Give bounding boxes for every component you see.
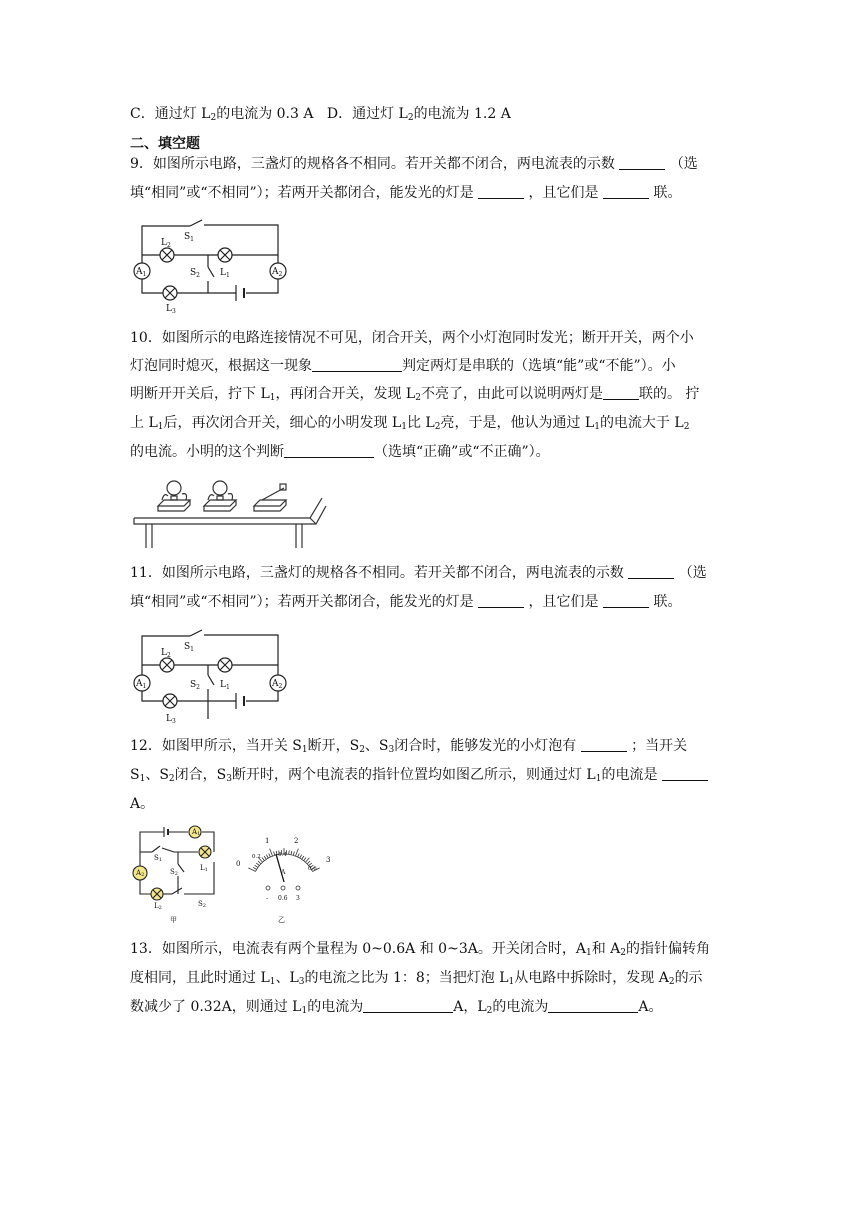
dial-tick [293, 852, 294, 856]
terminal-label: 3 [296, 895, 300, 902]
answer-blank[interactable] [363, 998, 453, 1013]
fig-label-yi: 乙 [278, 916, 285, 924]
q13-line-1: 13．如图所示，电流表有两个量程为 0~0.6A 和 0~3A。开关闭合时，$A_1$和 $A_2$的指针偏转角 [130, 941, 710, 958]
terminal-label: - [266, 895, 269, 902]
q8-options [130, 104, 511, 128]
svg-text:S2: $S_2$ [190, 268, 200, 279]
svg-text:A2: $A_2$ [272, 267, 283, 278]
dial-tick [289, 850, 290, 854]
dial-tick [258, 861, 261, 864]
svg-text:L2: L2 [154, 902, 162, 911]
circuit-diagram-q11 [128, 625, 298, 725]
dial-tick-label: 0.4 [278, 852, 287, 858]
dial-tick [274, 852, 275, 856]
svg-text:L2: $L_2$ [161, 238, 171, 249]
q12-line-3: A。 [130, 796, 155, 812]
svg-text:S2: S2 [198, 900, 206, 909]
circuit-diagram-q9 [128, 215, 298, 315]
dial-tick [304, 858, 306, 861]
dial-tick [300, 855, 302, 858]
dial-tick [255, 865, 258, 867]
answer-blank[interactable] [581, 737, 627, 752]
answer-blank[interactable] [284, 443, 374, 458]
svg-text:L1: $L_1$ [220, 268, 230, 279]
dial-tick [305, 858, 309, 862]
ammeter-needle [276, 854, 284, 882]
dial-tick [307, 861, 310, 864]
q11-line-2: 填“相同”或“不相同”）；若两开关都闭合，能发光的灯是 ，且它们是 联。 [130, 594, 682, 610]
svg-text:L2: $L_2$ [161, 648, 171, 659]
terminal-label: 0.6 [278, 895, 288, 902]
table-apparatus-figure [130, 476, 330, 552]
fig-label-jia: 甲 [170, 916, 177, 924]
answer-blank[interactable] [603, 385, 639, 400]
q10-line-1: 10．如图所示的电路连接情况不可见，闭合开关，两个小灯泡同时发光；断开开关，两个小 [130, 330, 694, 346]
svg-text:A2: $A_2$ [272, 679, 283, 690]
svg-text:S1: $S_1$ [184, 232, 194, 243]
dial-tick [269, 853, 271, 857]
q13-line-3: 数减少了 0.32A，则通过 $L_1$的电流为 A，$L_2$的电流为 A。 [130, 999, 663, 1016]
answer-blank[interactable] [548, 998, 638, 1013]
q10-line-5: 的电流。小明的这个判断 （选填“正确”或“不正确”）。 [130, 444, 550, 460]
answer-blank[interactable] [312, 357, 402, 372]
q12-line-2: $S_1$、$S_2$闭合，$S_3$断开时，两个电流表的指针位置均如图乙所示，则通过灯 $L_1$的电流是 [130, 765, 708, 789]
dial-tick-label: 1 [265, 837, 270, 845]
svg-text:A2: A2 [136, 869, 145, 878]
svg-text:L3: $L_3$ [166, 304, 176, 315]
dial-tick-label: 0 [236, 860, 241, 868]
q10-line-3: 明断开开关后，拧下 $L_1$，再闭合开关，发现 $L_2$不亮了，由此可以说明两灯是 联的。 拧 [130, 386, 700, 403]
answer-blank[interactable] [662, 766, 708, 781]
svg-text:L1: L1 [200, 864, 208, 873]
dial-tick [302, 856, 304, 859]
dial-tick-label: 3 [326, 856, 331, 864]
answer-blank[interactable] [478, 593, 524, 608]
ammeter-dial-yi [232, 834, 337, 926]
dial-tick-label: 2 [294, 837, 299, 845]
q11-line-1: 11．如图所示电路，三盏灯的规格各不相同。若开关都不闭合，两电流表的示数 （选 [130, 565, 707, 581]
svg-text:A1: $A_1$ [136, 267, 147, 278]
answer-blank[interactable] [478, 184, 524, 199]
q13-line-2: 度相同，且此时通过 $L_1$、$L_3$的电流之比为 1：8；当把灯泡 $L_1$从电路中拆除时，发现 $A_2$的示 [130, 970, 703, 987]
q9-line-1: 9．如图所示电路，三盏灯的规格各不相同。若开关都不闭合，两电流表的示数 （选 [130, 156, 698, 172]
svg-text:S2: S2 [170, 868, 178, 877]
q10-line-4: 上 $L_1$后，再次闭合开关，细心的小明发现 $L_1$比 $L_2$亮，于是，他认为通过 $L_1$的电流大于 $L_2$ [130, 415, 690, 432]
dial-tick [262, 858, 264, 861]
q12-line-1: 12．如图甲所示，当开关 $S_1$断开，$S_2$、$S_3$闭合时，能够发光的小灯泡有 ；当开关 [130, 738, 688, 755]
dial-tick-label: 0.6 [308, 866, 317, 872]
circuit-diagram-jia [130, 822, 220, 924]
svg-text:S1: S1 [154, 854, 162, 863]
dial-tick [266, 855, 268, 858]
answer-blank[interactable] [603, 593, 649, 608]
svg-text:S1: $S_1$ [184, 642, 194, 653]
answer-blank[interactable] [628, 564, 674, 579]
svg-text:A1: A1 [192, 828, 201, 837]
svg-text:L1: $L_1$ [220, 680, 230, 691]
svg-text:A1: $A_1$ [136, 679, 147, 690]
q9-line-2: 填“相同”或“不相同”）；若两开关都闭合，能发光的灯是 ，且它们是 联。 [130, 185, 682, 201]
dial-tick [270, 849, 273, 856]
dial-tick [291, 851, 292, 855]
dial-tick [298, 853, 300, 857]
dial-tick [253, 867, 256, 869]
dial-tick [264, 856, 266, 859]
dial-unit: A [281, 869, 286, 876]
answer-blank[interactable] [619, 155, 665, 170]
answer-blank[interactable] [603, 184, 649, 199]
option-d: D．通过灯 $L_2$的电流为 1.2 A [326, 106, 511, 123]
svg-text:L3: $L_3$ [166, 714, 176, 725]
dial-tick [295, 849, 298, 856]
svg-text:S2: $S_2$ [190, 680, 200, 691]
option-c: C．通过灯 $L_2$的电流为 0.3 A [130, 106, 314, 123]
dial-tick-label: 0.2 [252, 854, 261, 860]
section-heading: 二、填空题 [130, 136, 200, 152]
dial-tick [256, 863, 259, 866]
q10-line-2: 灯泡同时熄灭，根据这一现象 判定两灯是串联的（选填“能”或“不能”）。小 [130, 358, 676, 374]
